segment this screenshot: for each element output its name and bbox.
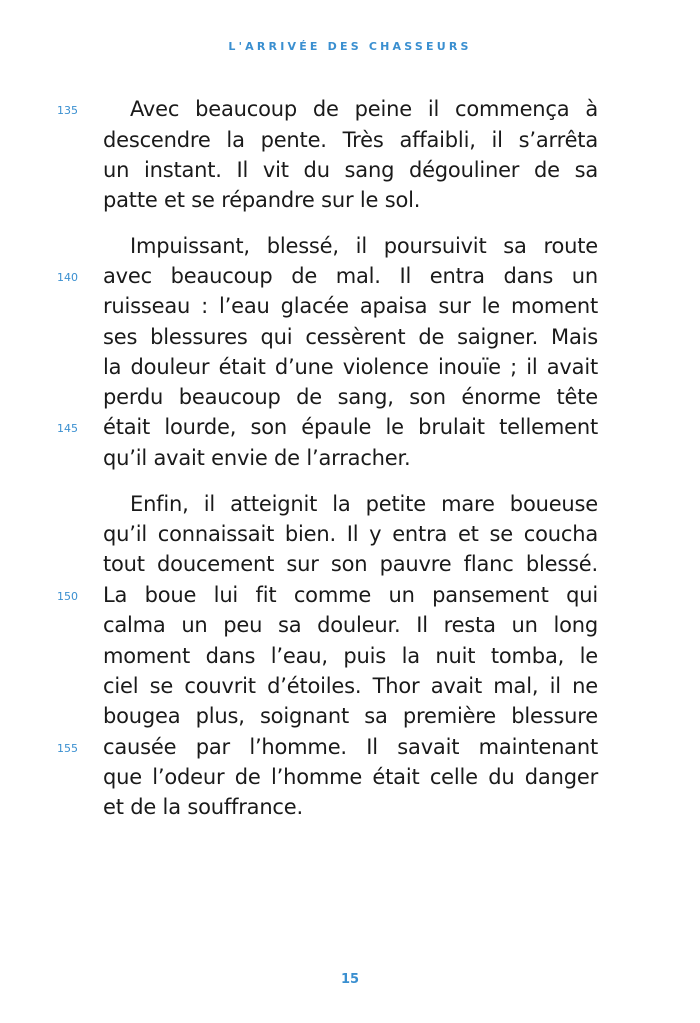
line-number: 135	[57, 104, 78, 117]
line-number: 155	[57, 742, 78, 755]
text-line: perdu beaucoup de sang, son énorme tête	[103, 385, 598, 409]
text-line: qu’il avait envie de l’arracher.	[103, 446, 411, 470]
line-number: 145	[57, 422, 78, 435]
text-line: moment dans l’eau, puis la nuit tomba, le	[103, 644, 598, 668]
text-line: tout doucement sur son pauvre flanc blessé.	[103, 552, 598, 576]
text-line: bougea plus, soignant sa première blessure	[103, 704, 598, 728]
text-line: que l’odeur de l’homme était celle du danger	[103, 765, 598, 789]
text-line: un instant. Il vit du sang dégouliner de sa	[103, 158, 598, 182]
text-line: La boue lui fit comme un pansement qui	[103, 583, 598, 607]
text-line: avec beaucoup de mal. Il entra dans un	[103, 264, 598, 288]
text-line: Enfin, il atteignit la petite mare boueuse	[130, 492, 598, 516]
text-line: ciel se couvrit d’étoiles. Thor avait mal, il ne	[103, 674, 598, 698]
text-line: ses blessures qui cessèrent de saigner. Mais	[103, 325, 598, 349]
text-line: Impuissant, blessé, il poursuivit sa route	[130, 234, 598, 258]
text-line: qu’il connaissait bien. Il y entra et se coucha	[103, 522, 598, 546]
text-line: ruisseau : l’eau glacée apaisa sur le moment	[103, 294, 598, 318]
text-line: était lourde, son épaule le brulait tellement	[103, 415, 598, 439]
page-number: 15	[340, 972, 360, 987]
text-line: descendre la pente. Très affaibli, il s’arrêta	[103, 128, 598, 152]
line-number: 150	[57, 590, 78, 603]
text-line: causée par l’homme. Il savait maintenant	[103, 735, 598, 759]
text-line: la douleur était d’une violence inouïe ; il avait	[103, 355, 598, 379]
line-number: 140	[57, 271, 78, 284]
running-head: L'ARRIVÉE DES CHASSEURS	[228, 40, 472, 53]
text-line: patte et se répandre sur le sol.	[103, 188, 421, 212]
text-line: Avec beaucoup de peine il commença à	[130, 97, 598, 121]
text-line: et de la souffrance.	[103, 795, 303, 819]
text-line: calma un peu sa douleur. Il resta un long	[103, 613, 598, 637]
